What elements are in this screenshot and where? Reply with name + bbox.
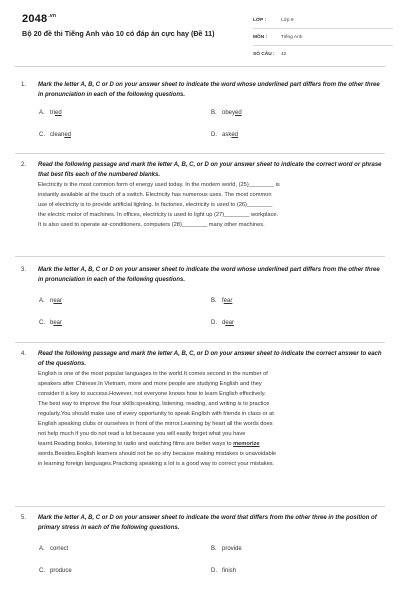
passage-line: use of electricity is to provide artificial lighting. In factories, electricity is used to (26)________ bbox=[38, 202, 273, 208]
meta-key: LỚP : bbox=[253, 17, 267, 23]
passage-line: not help much if you do not read a lot because you will easily forget what you have bbox=[38, 431, 246, 437]
passage-line: words.Besides.English learners should not be so shy because making mistakes is unavoidable bbox=[38, 451, 277, 457]
option-a[interactable]: A. tried bbox=[39, 110, 62, 116]
question-instruction: Mark the letter A, B, C or D on your answer sheet to indicate the word whose underlined part differs from the other three in pronunciation in each of the following questions. bbox=[38, 82, 380, 98]
meta-row-class bbox=[253, 12, 393, 29]
meta-key: SỐ CÂU : bbox=[253, 51, 275, 57]
divider bbox=[15, 342, 385, 343]
exam-meta-table bbox=[253, 12, 393, 62]
logo-text: 2048 bbox=[22, 13, 48, 25]
answer-options bbox=[39, 109, 385, 149]
passage-line: It is also used to operate air-conditioners, computers (28)________ many other machines. bbox=[38, 222, 265, 228]
question-instruction: Mark the letter A, B, C or D on your answer sheet to indicate the word that differs from the other three in the position of primary stress in each of the following questions. bbox=[38, 515, 377, 531]
question-1 bbox=[15, 80, 385, 149]
option-c[interactable]: C. bear bbox=[39, 320, 63, 326]
question-number: 3. bbox=[21, 267, 27, 273]
meta-row-subject bbox=[253, 29, 393, 46]
option-b[interactable]: B. obeyed bbox=[211, 110, 242, 116]
reading-passage bbox=[38, 180, 385, 230]
site-logo[interactable] bbox=[22, 13, 56, 25]
passage-line: consider it a key to success.However, not everyone knows how to learn English effectively. bbox=[38, 391, 266, 397]
passage-line: the electric motor of machines. In offices, electricity is used to light up (27)________ workplace. bbox=[38, 212, 279, 218]
question-number: 1. bbox=[21, 82, 27, 88]
reading-passage bbox=[38, 369, 385, 469]
option-c[interactable]: C. cleaned bbox=[39, 132, 72, 138]
divider bbox=[15, 153, 385, 154]
passage-line: regularly.You should make use of every opportunity to speak English with friends in class or at bbox=[38, 411, 274, 417]
option-c[interactable]: C. produce bbox=[39, 568, 72, 574]
divider bbox=[15, 256, 385, 257]
option-d[interactable]: D. asked bbox=[211, 132, 239, 138]
passage-line: English speaking clubs or ourselves in front of the mirror.Learning by heart all the words does bbox=[38, 421, 273, 427]
divider bbox=[15, 506, 385, 507]
question-number: 5. bbox=[21, 515, 27, 521]
question-number: 4. bbox=[21, 351, 27, 357]
question-instruction: Read the following passage and mark the letter A, B, C, or D on your answer sheet to indicate the correct word or phrase that best fits each of the numbered blanks. bbox=[38, 162, 382, 178]
passage-line: Electricity is the most common form of energy used today. In the modern world, (25)________ is bbox=[38, 182, 280, 188]
question-instruction: Read the following passage and mark the letter A, B, C, or D on your answer sheet to indicate the correct answer to each of the questions. bbox=[38, 351, 382, 367]
meta-value: Lớp 9 bbox=[281, 17, 294, 23]
answer-options bbox=[39, 545, 385, 585]
question-5 bbox=[15, 513, 385, 585]
option-a[interactable]: A. near bbox=[39, 298, 63, 304]
passage-line: English is one of the most popular languages in the world.It comes second in the number of bbox=[38, 371, 268, 377]
option-a[interactable]: A. correct bbox=[39, 546, 69, 552]
meta-row-count bbox=[253, 46, 393, 62]
option-b[interactable]: B. provide bbox=[211, 546, 242, 552]
meta-value: Tiếng Anh bbox=[281, 34, 303, 40]
question-2 bbox=[15, 160, 385, 230]
question-number: 2. bbox=[21, 162, 27, 168]
meta-key: MÔN : bbox=[253, 34, 268, 40]
meta-value: 42 bbox=[281, 51, 287, 57]
option-d[interactable]: D. dear bbox=[211, 320, 235, 326]
passage-line: learnt.Reading books, listening to radio and watching films are better ways to memorize bbox=[38, 441, 260, 447]
answer-options bbox=[39, 297, 385, 337]
document-title: Bộ 20 đề thi Tiếng Anh vào 10 có đáp án cực hay (Đề 11) bbox=[22, 29, 215, 38]
highlighted-word: memorize bbox=[233, 441, 260, 447]
passage-line: in learning foreign languages.Practicing speaking a lot is a good way to correct your mistakes. bbox=[38, 461, 275, 467]
option-d[interactable]: D. finish bbox=[211, 568, 237, 574]
page-header bbox=[15, 0, 385, 67]
question-3 bbox=[15, 265, 385, 337]
question-4 bbox=[15, 349, 385, 469]
logo-suffix: .vn bbox=[48, 13, 57, 20]
question-instruction: Mark the letter A, B, C or D on your answer sheet to indicate the word whose underlined part differs from the other three in pronunciation in each of the following questions. bbox=[38, 267, 380, 283]
passage-line: speakers after Chinese.In Vietnam, more and more people are studying English and they bbox=[38, 381, 262, 387]
passage-line: instantly available at the touch of a switch. Electricity has numerous uses. The most common bbox=[38, 192, 272, 198]
option-b[interactable]: B. fear bbox=[211, 298, 233, 304]
passage-line: The best way to improve the four skills:speaking, listening, reading, and writing is to practice bbox=[38, 401, 270, 407]
